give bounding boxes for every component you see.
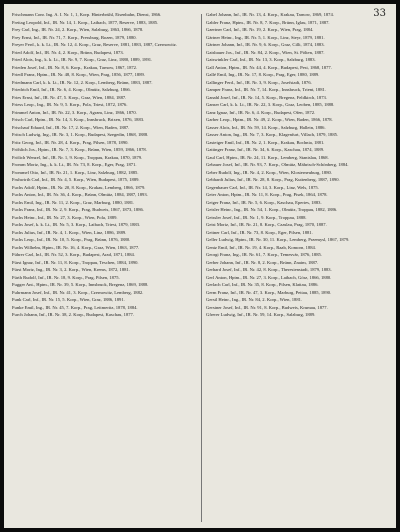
directory-entry xyxy=(206,110,390,117)
entry-name: Gerber xyxy=(206,259,219,265)
directory-entry xyxy=(206,260,390,267)
entry-name: Gfrerer xyxy=(206,312,220,317)
entry-name: Gaisbauer xyxy=(206,49,225,55)
entry-name: Germ xyxy=(206,289,217,295)
entry-text: Moriz, Inf., IR. Nr. 21, 8. Korp., Czaslau, Prag, 1870, 1887. xyxy=(216,222,327,227)
entry-text: Carl, Inf., IR. Nr. 52, 3. Korp., Budapest, Arad, 1871, 1884. xyxy=(25,252,136,257)
entry-text: Julius, Inf., IR. Nr. 4, 1. Korp., Wien, Linz, 1886, 1889. xyxy=(24,229,127,235)
entry-name: Geist xyxy=(206,222,216,227)
entry-text: Alois, Ing., k. k. Lt., IR. Nr. 9, 7. Korp., Graz, Linz, 1880, 1889, 1891. xyxy=(22,57,153,62)
directory-entry xyxy=(206,80,390,87)
directory-entry xyxy=(206,312,390,319)
entry-text: Franz, Inf., IR. Nr. 2, 9. Korp., Prag, Budweis, 1867, 1873, 1886. xyxy=(24,207,144,212)
entry-text: Franz, Hptm., IR. Nr. 48, 8. Korp., Wien, Prag, 1856, 1877, 1889. xyxy=(24,72,145,77)
right-column xyxy=(206,12,390,320)
entry-text: Carl, Inf., IR. Nr. 73, 8. Korp., Eger, Pilsen, 1881. xyxy=(220,229,313,235)
entry-text: Wenzel, Inf., IR. Nr. 1, 9. Korp., Troppau, Krakau, 1870, 1879. xyxy=(26,154,143,160)
entry-name: Geier xyxy=(206,192,217,197)
directory-entry xyxy=(12,297,196,304)
entry-name: Fuhrmann xyxy=(12,289,31,295)
directory-entry xyxy=(206,87,390,94)
entry-text: Jos., Hptm., IR. Nr. 7, 3. Korp., Brünn, Wien, 1859, 1866, 1878. xyxy=(28,147,147,152)
entry-text: Heinr., Ing., IR. Nr. 84, 2. Korp., Wien, 1881. xyxy=(218,297,303,302)
entry-text: Josef, Inf., IR. Nr. 42, 8. Korp., Theresienstadt, 1879, 1883. xyxy=(222,267,332,272)
directory-entry xyxy=(12,305,196,312)
directory-entry xyxy=(12,185,196,192)
entry-name: Geisler xyxy=(206,207,220,212)
directory-entry xyxy=(206,215,390,222)
entry-text: Rudolf, Ing., IR. Nr. 4, 2. Korp., Wien, Klosterneuburg, 1880. xyxy=(218,169,332,175)
directory-entry xyxy=(206,237,390,244)
directory-entry xyxy=(206,57,390,64)
entry-text: Carl, Inf., IR. Nr. 4, 5. Korp., Wien, Budapest, 1875, 1889. xyxy=(31,177,140,182)
entry-text: Emil, Inf., IR. Nr. 19, 4. Korp., Raab, Komorn, 1884. xyxy=(218,244,316,250)
entry-name: Georgi xyxy=(206,252,219,257)
entry-name: Ganahl xyxy=(206,94,220,100)
directory-entry xyxy=(206,132,390,139)
entry-name: Gebauer xyxy=(206,162,222,167)
entry-name: Gerlach xyxy=(206,282,221,287)
directory-entry xyxy=(12,140,196,147)
entry-name: Gattinger xyxy=(206,147,224,152)
directory-entry xyxy=(12,222,196,229)
entry-text: Moriz, Ing., IR. Nr. 3, 2. Korp., Wien, Krems, 1872, 1881. xyxy=(22,267,130,272)
directory-entry xyxy=(206,65,390,72)
directory-entry xyxy=(12,80,196,87)
entry-name: Friedmann xyxy=(12,79,32,85)
entry-name: Fried xyxy=(12,57,22,62)
entry-text: Carl, k. k. Lt., IR. Nr. 22, 3. Korp., Graz, Leoben, 1885, 1888. xyxy=(220,102,335,107)
entry-text: Carl, Hptm., IR. Nr. 24, 11. Korp., Lemberg, Stanislau, 1868. xyxy=(216,154,329,160)
entry-text: Johann, Inf., IR. Nr. 13, 4. Korp., Krakau, Tarnow, 1869, 1874. xyxy=(218,12,334,17)
entry-name: Gamper xyxy=(206,87,221,92)
entry-name: Geber xyxy=(206,169,218,175)
directory-entry xyxy=(12,125,196,132)
entry-text: Carl, Ing., IR. Nr. 24, 2. Korp., Wien, Salzburg, 1863, 1866, 1878. xyxy=(21,27,144,32)
directory-entry xyxy=(12,177,196,184)
entry-name: Funk xyxy=(12,297,22,302)
directory-entry xyxy=(206,200,390,207)
entry-text: Ludwig, Ing., IR. Nr. 3, 1. Korp., Budapest, Szegedin, 1868, 1888. xyxy=(25,132,149,137)
directory-entry xyxy=(206,20,390,27)
entry-text: Josef, Inf., IR. Nr. 8, 6. Korp., Krakau, Tarnow, 1867, 1872. xyxy=(27,64,138,70)
entry-name: Freyer xyxy=(12,42,24,47)
entry-name: Friess xyxy=(12,102,23,107)
directory-entry xyxy=(206,230,390,237)
directory-entry xyxy=(206,125,390,132)
entry-text: Ludwig, Hptm., IR. Nr. 30, 11. Korp., Lemberg, Przemysl, 1867, 1879. xyxy=(218,237,350,242)
entry-name: Geller xyxy=(206,237,218,242)
document-page xyxy=(4,4,396,528)
entry-text: Johann, Inf., IR. Nr. 38, 2. Korp., Budapest, Kaschau, 1877. xyxy=(23,312,134,317)
directory-entry xyxy=(12,230,196,237)
directory-entry xyxy=(206,245,390,252)
entry-name: Gentz xyxy=(206,244,217,250)
entry-name: Gabler xyxy=(206,19,219,25)
entry-name: Frölich xyxy=(12,154,26,160)
entry-name: Fried xyxy=(12,49,22,55)
entry-name: Gegenbauer xyxy=(206,184,229,190)
column-divider xyxy=(201,14,202,522)
entry-text: Emil, Ing., IR. Nr. 17, 8. Korp., Prag, Eger, 1880, 1889. xyxy=(217,72,320,77)
entry-name: Gasser xyxy=(206,124,219,130)
entry-name: Geiger xyxy=(206,199,219,205)
directory-entry xyxy=(12,147,196,154)
entry-name: Ganser xyxy=(206,102,220,107)
entry-name: Frieden xyxy=(12,64,27,70)
entry-name: Frischauf xyxy=(12,124,30,130)
directory-entry xyxy=(206,147,390,154)
directory-entry xyxy=(206,305,390,312)
entry-name: Fuchs xyxy=(12,214,23,220)
page-number: 33 xyxy=(373,8,386,19)
directory-entry xyxy=(206,192,390,199)
entry-text: Josef, Inf., IR. Nr. 93, 7. Korp., Olmütz, Mährisch-Schönberg, 1884. xyxy=(222,162,349,167)
entry-name: Friedl xyxy=(12,72,23,77)
directory-entry xyxy=(12,95,196,102)
left-column xyxy=(12,12,196,320)
directory-entry xyxy=(12,245,196,252)
entry-name: Fürst xyxy=(12,267,22,272)
directory-entry xyxy=(206,282,390,289)
entry-name: Gerl xyxy=(206,274,215,280)
entry-name: Fuchs xyxy=(12,199,23,205)
directory-entry xyxy=(206,95,390,102)
entry-name: Fuchs xyxy=(12,237,23,242)
entry-text: Carl, k. k. Lt., IR. Nr. 12, 2. Korp., Lemberg, Brünn, 1883, 1887. xyxy=(33,79,153,85)
directory-entry xyxy=(206,27,390,34)
directory-entry xyxy=(206,155,390,162)
entry-name: Gerstner xyxy=(206,304,222,310)
entry-text: Leop., Ing., IR. Nr. 9, 5. Korp., Pola, Triest, 1872, 1876. xyxy=(24,102,128,107)
entry-name: Fruhwirth xyxy=(12,177,31,182)
directory-entry xyxy=(12,12,196,19)
entry-name: Führer xyxy=(12,252,25,257)
directory-entry xyxy=(206,207,390,214)
entry-text: Heinr., Inf., IR. Nr. 27, 3. Korp., Wien, Pola, 1889. xyxy=(24,214,118,220)
entry-text: Jos., Inf., IR. Nr. 84, 2. Korp., Wien, St. Pölten, 1887. xyxy=(225,49,325,55)
directory-entry xyxy=(12,282,196,289)
entry-name: Gallé xyxy=(206,72,216,77)
directory-entry xyxy=(206,267,390,274)
directory-entry xyxy=(206,12,390,19)
entry-text: Ludwig, Inf., IR. Nr. 59, 14. Korp., Salzburg, 1889. xyxy=(220,312,316,317)
entry-text: Josef, Inf., IR. Nr. 41, 3. Korp., Czernowitz, Lemberg, 1882. xyxy=(32,289,144,295)
entry-text: Johann, Inf., IR. Nr. 8, 2. Korp., Brünn, Znaim, 1887. xyxy=(219,259,319,265)
entry-name: Fürst xyxy=(12,259,22,265)
directory-entry xyxy=(12,27,196,34)
entry-name: Gärtner xyxy=(206,34,221,40)
entry-text: Anton, Ing., IR. Nr. 7, 3. Korp., Klagenfurt, Villach, 1879, 1885. xyxy=(219,132,339,137)
entry-text: Anton, Hptm., IR. Nr. 11, 8. Korp., Prag, Pisek, 1864, 1878. xyxy=(217,192,328,197)
entry-text: Josef, Inf., IR. Nr. 91, 8. Korp., Budweis, Krumau, 1877. xyxy=(222,304,328,310)
entry-text: Anton, Hptm., IR. Nr. 27, 3. Korp., Laibach, Görz, 1866, 1880. xyxy=(215,274,332,280)
directory-entry xyxy=(206,222,390,229)
entry-name: Geitner xyxy=(206,229,220,235)
entry-text: Emil, Ing., IR. Nr. 45, 7. Korp., Prag, Leitmeritz, 1878, 1884. xyxy=(24,304,138,310)
entry-name: Fritz xyxy=(12,139,21,145)
entry-text: Josef, Inf., IR. Nr. 14, 5. Korp., Bregenz, Feldkirch, 1873. xyxy=(220,94,327,100)
directory-entry xyxy=(206,102,390,109)
entry-name: Gasser xyxy=(206,132,219,137)
directory-entry xyxy=(12,72,196,79)
directory-entry xyxy=(206,72,390,79)
directory-entry xyxy=(12,237,196,244)
entry-text: Julius, Inf., IR. Nr. 28, 8. Korp., Prag, Kuttenberg, 1887, 1890. xyxy=(224,177,340,182)
entry-name: Frommel xyxy=(12,169,29,175)
entry-text: Anton, Inf., IR. Nr. 36, 4. Korp., Brünn, Olmütz, 1884, 1887, 1893. xyxy=(23,192,148,197)
directory-entry xyxy=(12,155,196,162)
entry-name: Fries xyxy=(12,94,22,100)
entry-text: Georg, Inf., IR. Nr. 28, 4. Korp., Prag, Pilsen, 1878, 1890. xyxy=(21,139,129,145)
entry-text: Emil, Inf., IR. Nr. 2, 1. Korp., Krakau, Bochnia, 1881. xyxy=(224,139,325,145)
entry-name: Fürth xyxy=(12,274,22,280)
directory-entry xyxy=(206,140,390,147)
directory-entry xyxy=(12,215,196,222)
directory-entry xyxy=(206,185,390,192)
directory-entry xyxy=(12,117,196,124)
entry-name: Geissler xyxy=(206,214,222,220)
entry-text: Ernst, Inf., IR. Nr. 71, 7. Korp., Pressburg, Bozen, 1879, 1880. xyxy=(21,34,137,40)
entry-name: Gebhardt xyxy=(206,177,224,182)
entry-name: Gall xyxy=(206,64,214,70)
entry-name: Gabel xyxy=(206,12,217,17)
entry-name: Fuchs xyxy=(12,207,23,212)
entry-name: Gasteiger xyxy=(206,139,224,145)
entry-name: Frischmann Conr. xyxy=(12,12,45,17)
entry-text: Ing. A. I. Nr. 1, 1, Korp. Hinterbrühl, Eisenbahn, Dienst, 1866. xyxy=(46,12,162,17)
entry-text: Alois, Inf., IR. Nr. 59, 14. Korp., Salzburg, Hallein, 1886. xyxy=(219,124,326,130)
entry-name: Fuchs xyxy=(12,192,23,197)
entry-text: Johann, Inf., IR. Nr. 9, 6. Korp., Graz, Cilli, 1874, 1883. xyxy=(221,42,325,47)
entry-name: Fröhlich xyxy=(12,147,28,152)
entry-text: Ant., Hptm., IR. Nr. 39, 5. Korp., Innsbruck, Bregenz, 1869, 1888. xyxy=(25,282,149,287)
entry-text: Ferd., Inf., IR. Nr. 3, 9. Korp., Josefstadt, 1876. xyxy=(224,79,312,85)
entry-text: Franz, Inf., IR. Nr. 5, 6. Korp., Kaschau, Eperies, 1883. xyxy=(219,199,322,205)
entry-text: Ignaz, Inf., IR. Nr. 11, 8. Korp., Troppau, Teschen, 1884, 1890. xyxy=(22,259,139,265)
entry-name: Gerhard xyxy=(206,267,222,272)
entry-name: Ganz xyxy=(206,109,216,115)
entry-name: Gerstl xyxy=(206,297,218,302)
entry-text: Carl, Inf., IR. Nr. 35, 8. Korp., Pilsen, Klattau, 1886. xyxy=(221,282,319,287)
entry-text: Carl, Inf., IR. Nr. 13, 3. Korp., Salzburg, 1883. xyxy=(229,57,316,62)
directory-entry xyxy=(12,275,196,282)
entry-text: Eduard, Inf., IR. Nr. 17, 2. Korp., Wien, Baden, 1887. xyxy=(30,124,130,130)
entry-text: Josef, k. k. Lt., IR. Nr. 5, 3. Korp., Laibach, Triest, 1879, 1883. xyxy=(24,222,141,227)
entry-name: Fuchs xyxy=(12,184,23,190)
entry-name: Garber xyxy=(206,117,219,122)
entry-text: Josef, Inf., IR. Nr. 1, 9. Korp., Troppau, 1888. xyxy=(222,214,307,220)
entry-text: Franz, Hptm., IR. Nr. 8, 7. Korp., Brünn, Iglau, 1871, 1887. xyxy=(219,19,330,25)
directory-entry xyxy=(12,102,196,109)
entry-name: Fugger xyxy=(12,282,26,287)
entry-text: Carl, Inf., IR. Nr. 19, 2. Korp., Wien, Prag, 1884. xyxy=(223,27,314,32)
entry-text: Emil, Ing., IR. Nr. 11, 2. Korp., Graz, Marburg, 1880, 1881. xyxy=(24,199,135,205)
entry-text: Leop., Hptm., IR. Nr. 49, 2. Korp., Wien, Baden, 1866, 1878. xyxy=(219,117,333,122)
entry-text: Ignaz, Inf., IR. Nr. 6, 4. Korp., Budapest, Ofen, 1872. xyxy=(216,109,316,115)
entry-name: Frisch xyxy=(12,117,24,122)
directory-entry xyxy=(206,162,390,169)
entry-text: Ferd., k. k. Lt., IR. Nr. 12, 4. Korp., Graz, Reserve, 1881, 1883, 1887, Czernowitz. xyxy=(25,42,177,47)
entry-text: Moriz, Ing., k. k. Lt., IR. Nr. 73, 8. Korp., Eger, Prag, 1871. xyxy=(26,162,137,167)
entry-text: Emil, Inf., IR. Nr. 6, 4. Korp., Olmütz, Salzburg, 1866. xyxy=(30,87,131,92)
directory-entry xyxy=(12,132,196,139)
entry-text: Heinr., Ing., IR. Nr. 54, 1. Korp., Olmütz, Troppau, 1882, 1886. xyxy=(220,207,338,212)
entry-text: Wilhelm, Hptm., IR. Nr. 16, 4. Korp., Graz, Wien, 1863, 1877. xyxy=(24,244,140,250)
directory-entry xyxy=(206,177,390,184)
entry-name: Gaul xyxy=(206,154,215,160)
entry-name: Gaertner xyxy=(206,27,223,32)
directory-entry xyxy=(12,42,196,49)
directory-entry xyxy=(12,65,196,72)
entry-name: Gärtner xyxy=(206,42,221,47)
entry-name: Fromm xyxy=(12,162,26,167)
entry-text: Carl, Hptm., IR. Nr. 14, 3. Korp., Innsbruck, Brixen, 1876, 1883. xyxy=(24,117,145,122)
directory-entry xyxy=(12,170,196,177)
entry-text: Carl, Inf., IR. Nr. 15, 5. Korp., Wien, Graz, 1886, 1891. xyxy=(22,297,125,302)
directory-entry xyxy=(206,117,390,124)
entry-text: Anton, Inf., IR. Nr. 22, 3. Korp., Agram, Linz, 1866, 1870. xyxy=(28,109,137,115)
directory-entry xyxy=(12,50,196,57)
entry-text: Rudolf, Inf., IR. Nr. 18, 9. Korp., Prag, Pilsen, 1875. xyxy=(23,274,120,280)
entry-text: Franz, Ing., IR. Nr. 61, 7. Korp., Temesvár, 1876, 1885. xyxy=(219,252,322,257)
entry-text: Leop., Inf., IR. Nr. 10, 5. Korp., Prag, Brünn, 1876, 1880. xyxy=(24,237,131,242)
entry-name: Fuchs xyxy=(12,229,23,235)
entry-text: Otto, Inf., IR. Nr. 21, 1. Korp., Linz, Salzburg, 1882, 1885. xyxy=(30,169,139,175)
directory-entry xyxy=(206,50,390,57)
directory-entry xyxy=(12,192,196,199)
directory-entry xyxy=(12,20,196,27)
directory-entry xyxy=(12,35,196,42)
entry-name: Friedrich xyxy=(12,87,29,92)
directory-entry xyxy=(206,275,390,282)
entry-name: Funke xyxy=(12,304,24,310)
entry-name: Fuchs xyxy=(12,222,23,227)
directory-entry xyxy=(12,207,196,214)
entry-name: Gallinger xyxy=(206,79,224,85)
entry-text: Franz, Inf., IR. Nr. 7, 14. Korp., Innsbruck, Trient, 1881. xyxy=(221,87,326,92)
entry-text: Heinr., Ing., IR. Nr. 5, 1. Korp., Linz, Steyr, 1879, 1881. xyxy=(221,34,325,40)
directory-entry xyxy=(12,110,196,117)
directory-entry xyxy=(206,297,390,304)
entry-name: Gaiswinkler xyxy=(206,57,229,62)
directory-entry xyxy=(206,170,390,177)
entry-text: Franz, Inf., IR. Nr. 47, 3. Korp., Marburg, Pettau, 1885, 1890. xyxy=(217,289,332,295)
directory-entry xyxy=(206,290,390,297)
entry-text: Carl, Inf., IR. Nr. 14, 3. Korp., Linz, Wels, 1875. xyxy=(229,184,319,190)
directory-entry xyxy=(12,162,196,169)
directory-entry xyxy=(206,35,390,42)
entry-text: Anton, Hptm., IR. Nr. 44, 4. Korp., Budapest, Pest, 1868, 1877. xyxy=(214,64,332,70)
directory-entry xyxy=(12,290,196,297)
entry-text: Adolf, Hptm., IR. Nr. 20, 8. Korp., Krakau, Lemberg, 1866, 1879. xyxy=(23,184,146,190)
entry-name: Frey xyxy=(12,34,21,40)
directory-entry xyxy=(206,42,390,49)
directory-entry xyxy=(12,312,196,319)
directory-entry xyxy=(12,252,196,259)
entry-text: Franz, Inf., IR. Nr. 34, 6. Korp., Kaschau, 1874, 1889. xyxy=(224,147,325,152)
entry-name: Freitag xyxy=(12,19,26,25)
entry-text: Leopold, Inf., IR. Nr. 14, 1. Korp., Laibach, 1877, Reserve, 1883, 1885. xyxy=(26,19,159,25)
directory-entry xyxy=(12,260,196,267)
directory-entry xyxy=(206,252,390,259)
directory-entry xyxy=(12,57,196,64)
directory-entry xyxy=(12,200,196,207)
entry-name: Furch xyxy=(12,312,23,317)
entry-name: Fuchs xyxy=(12,244,23,250)
entry-text: Adolf, Inf., IR. Nr. 4, 2. Korp., Brünn, Budapest, 1873. xyxy=(22,49,124,55)
directory-entry xyxy=(12,87,196,94)
entry-name: Frey xyxy=(12,27,21,32)
entry-name: Fritsch xyxy=(12,132,25,137)
directory-entry xyxy=(12,267,196,274)
entry-text: Ernst, Inf., IR. Nr. 47, 5. Korp., Graz, Wien, 1884, 1887. xyxy=(22,94,127,100)
entry-name: Frimmel xyxy=(12,109,28,115)
